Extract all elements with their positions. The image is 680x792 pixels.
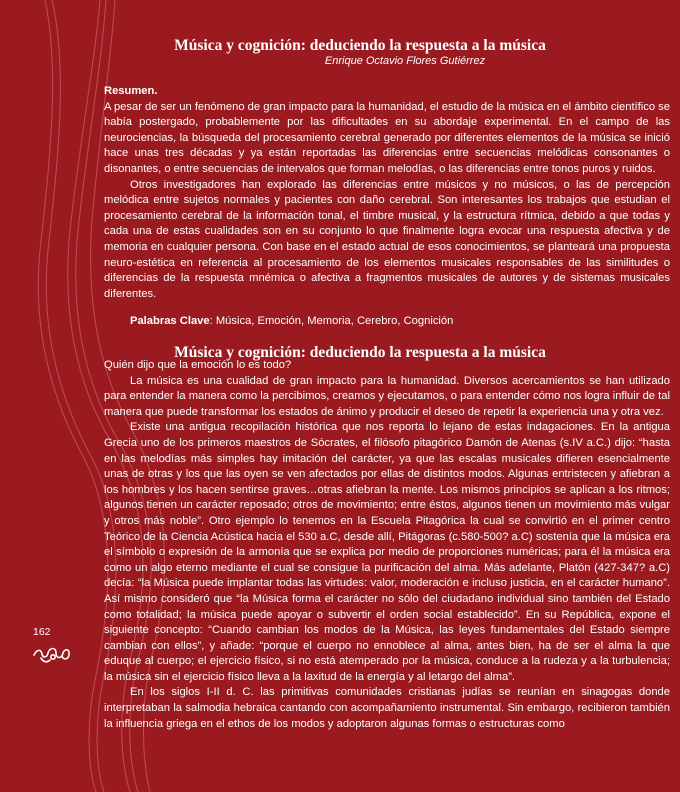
section-title: Música y cognición: deduciendo la respuesta a la música — [174, 344, 546, 361]
page-title: Música y cognición: deduciendo la respuesta a la música — [174, 37, 546, 54]
abstract-block — [104, 84, 670, 302]
section-paragraph: Existe una antigua recopilación histórica que nos reporta lo lejano de estas indagaciones. En la antigua Grecia uno de los primeros maestros de Sócrates, el filósofo pitagórico Damón de Atenas (s.IV a.C.) dijo: “hasta en las melodías más simples hay imitación del carácter, ya que las escalas musicales difieren esencialmente unas de otras y los que las oyen se ven afectados por ellas de distintos modos. Algunas entristecen y afiebran a los hombres y los hacen sentirse graves…otras afiebran la mente. Los mismos principios se aplican a los ritmos; algunos tienen un carácter reposado; otros de movimiento; entre éstos, algunos tienen un movimiento más vulgar y otros más noble”. Otro ejemplo lo tenemos en la Escuela Pitagórica la cual se convirtió en el primer centro Teórico de la Ciencia Acústica hacia el 530 a.C, desde allí, Pitágoras (c.580-500? a.C) sostenía que la música era el símbolo o expresión de la armonía que se explica por medio de proporciones numéricas; para él la música era como un algo eterno mediante el cual se consigue la purificación del alma. Más adelante, Platón (427-347? a.C) decía: “la Música puede implantar todas las virtudes: valor, moderación e incluso justicia, en el carácter humano”. Así mismo consideró que “la Música forma el carácter no sólo del ciudadano individual sino también del Estado como totalidad; la música puede apoyar o subvertir el orden social establecido”. En su República, expone el siguiente concepto: “Cuando cambian los modos de la Música, las leyes fundamentales del Estado siempre cambian con ellos”, y añade: “porque el cuerpo no ennoblece al alma, antes bien, ha de ser el alma la que eduque al cuerpo; el ejercicio físico, si no está atemperado por la música, conduce a la rudeza y a la turbulencia; la música sin el ejercicio físico lleva a la laxitud de la energía y al letargo del alma”. — [104, 421, 670, 683]
abstract-paragraph: Otros investigadores han explorado las diferencias entre músicos y no músicos, o las de percepción melódica entre sujetos normales y pacientes con daño cerebral. Son interesantes los trabajos que estudian el procesamiento cerebral de la información tonal, el timbre musical, y la estructura rítmica, debido a que todas y cada una de estas cualidades son en su conjunto lo que finalmente logra evocar una respuesta afectiva y de memoria en cualquier persona. Con base en el estado actual de esos conocimientos, se planteará una propuesta neuro-estética en referencia al procesamiento de los elementos musicales responsables de las similitudes o diferencias de la respuesta mnémica o afectiva a fragmentos musicales de autores y de sistemas musicales diferentes. — [104, 178, 670, 300]
section-body — [104, 358, 670, 732]
abstract-label: Resumen. — [104, 85, 158, 97]
keywords-label: Palabras Clave — [130, 315, 210, 327]
page-number: 162 — [33, 626, 51, 638]
flourish-ornament-icon — [32, 643, 72, 665]
section-paragraph: La música es una cualidad de gran impacto para la humanidad. Diversos acercamientos se han utilizado para entender la manera como la percibimos, creamos y ejecutamos, o para entender cómo nos logra influir de tal manera que puede transformar los estados de ánimo y producir el deseo de repetir la experiencia una y otra vez. — [104, 374, 670, 418]
section-lead: Quién dijo que la emoción lo es todo? — [104, 359, 292, 371]
author-name: Enrique Octavio Flores Gutiérrez — [324, 55, 486, 67]
abstract-paragraph: A pesar de ser un fenómeno de gran impacto para la humanidad, el estudio de la música en el ámbito científico se había postergado, probablemente por las dificultades en su abordaje experimental. En el campo de las neurociencias, la búsqueda del procesamiento cerebral generado por diferentes elementos de la música se inició hace unas tres décadas y ya están reportadas las diferencias entre secuencias melódicas consonantes o disonantes, o entre secuencias de intervalos que forman melodías, o las diferencias entre tonos puros y ruidos. — [104, 100, 670, 175]
section-paragraph: En los siglos I-II d. C. las primitivas comunidades cristianas judías se reunían en sinagogas donde interpretaban la salmodia hebraica cantando con acompañamiento instrumental. Sin embargo, recibieron también la influencia griega en el ethos de los modos y adoptaron algunas formas o estructuras como — [104, 686, 670, 730]
keywords-text: : Música, Emoción, Memoria, Cerebro, Cognición — [209, 315, 454, 327]
keywords — [130, 314, 670, 329]
